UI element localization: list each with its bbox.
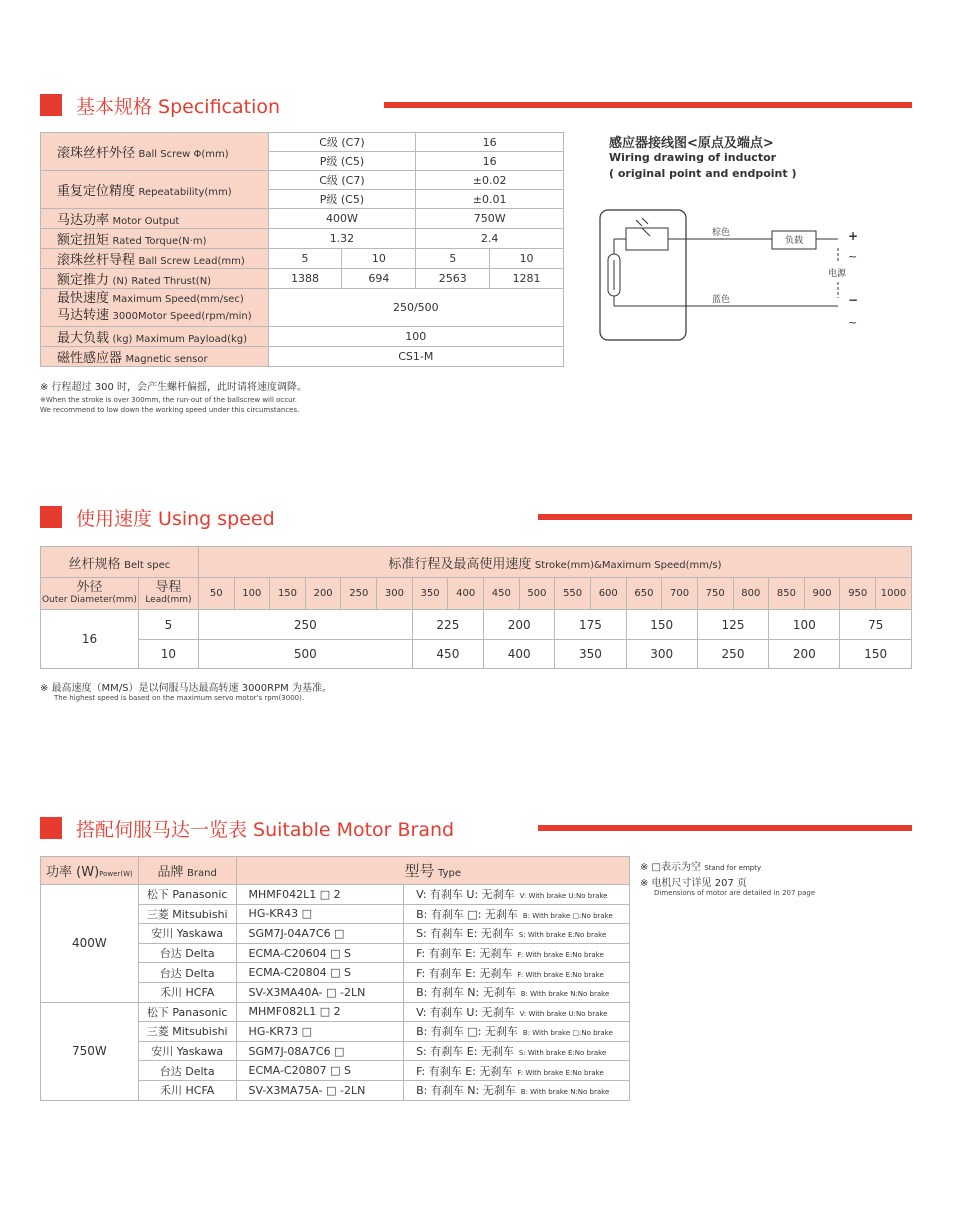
grade-cell: C级 (C7) bbox=[268, 133, 416, 152]
row-label: 最快速度 Maximum Speed(mm/sec) 马达转速 3000Motor Speed(rpm/min) bbox=[41, 289, 269, 327]
table-row bbox=[41, 578, 912, 610]
value-cell: 694 bbox=[342, 269, 416, 289]
belt-spec-header: 丝杆规格 Belt spec bbox=[41, 547, 199, 578]
speed-cell: 150 bbox=[840, 640, 912, 669]
motor-section-title: 搭配伺服马达一览表 Suitable Motor Brand bbox=[76, 818, 455, 841]
spec-note-en-1: ※When the stroke is over 300mm, the run-out of the ballscrew will occur. bbox=[40, 396, 297, 404]
brake-cell bbox=[404, 943, 630, 963]
value-cell: 2563 bbox=[416, 269, 490, 289]
spec-note-en-2: We recommend to low down the working speed under this circumstances. bbox=[40, 406, 300, 414]
lead-cell: 5 bbox=[138, 610, 198, 640]
stroke-cell: 750 bbox=[697, 578, 733, 610]
brake-en: V: With brake U:No brake bbox=[519, 892, 608, 901]
stroke-cell: 200 bbox=[305, 578, 341, 610]
speed-table bbox=[40, 546, 912, 669]
brand-cell: 三菱 Mitsubishi bbox=[138, 1022, 236, 1042]
value-cell: 100 bbox=[268, 327, 563, 347]
table-row bbox=[41, 289, 564, 327]
brake-cell bbox=[404, 924, 630, 944]
spec-note-zh: ※ 行程超过 300 时，会产生螺杆偏摇，此时请将速度调降。 bbox=[40, 382, 308, 393]
speed-cell: 300 bbox=[626, 640, 697, 669]
value-cell: 2.4 bbox=[416, 229, 564, 249]
brand-cell: 禾川 HCFA bbox=[138, 1080, 236, 1100]
brake-en: F: With brake E:No brake bbox=[517, 970, 604, 979]
load-label: 负载 bbox=[784, 236, 804, 246]
value-cell: ±0.01 bbox=[416, 190, 564, 209]
section-divider-line bbox=[538, 825, 912, 831]
speed-cell: 200 bbox=[769, 640, 840, 669]
brand-cell: 台达 Delta bbox=[138, 943, 236, 963]
brand-cell: 三菱 Mitsubishi bbox=[138, 904, 236, 924]
stroke-cell: 600 bbox=[590, 578, 626, 610]
side-note-2-en: Dimensions of motor are detailed in 207 page bbox=[654, 889, 816, 897]
value-cell: 16 bbox=[416, 133, 564, 152]
table-row bbox=[41, 229, 564, 249]
speed-cell: 125 bbox=[697, 610, 768, 640]
table-row bbox=[41, 640, 912, 669]
brake-en: F: With brake E:No brake bbox=[517, 1068, 604, 1077]
speed-cell: 150 bbox=[626, 610, 697, 640]
side-note-2: ※ 电机尺寸详见 207 页 bbox=[640, 878, 748, 889]
side-note-1: ※ □表示为空 Stand for empty bbox=[640, 862, 762, 873]
model-cell: SGM7J-04A7C6 □ bbox=[236, 924, 404, 944]
stroke-cell: 700 bbox=[662, 578, 698, 610]
power-cell: 750W bbox=[41, 1002, 139, 1100]
brake-zh: V: 有刹车 U: 无刹车 bbox=[416, 888, 515, 902]
table-row bbox=[41, 171, 564, 190]
row-label: 重复定位精度 Repeatability(mm) bbox=[41, 171, 269, 209]
value-cell: CS1-M bbox=[268, 347, 563, 367]
speed-cell: 250 bbox=[198, 610, 412, 640]
speed-cell: 225 bbox=[412, 610, 483, 640]
lead-cell: 10 bbox=[138, 640, 198, 669]
brake-cell bbox=[404, 1080, 630, 1100]
brake-cell bbox=[404, 1041, 630, 1061]
stroke-cell: 650 bbox=[626, 578, 662, 610]
brake-zh: F: 有刹车 E: 无刹车 bbox=[416, 1064, 513, 1078]
brand-cell: 安川 Yaskawa bbox=[138, 924, 236, 944]
stroke-cell: 400 bbox=[448, 578, 484, 610]
wiring-title-zh: 感应器接线图<原点及端点> bbox=[609, 136, 774, 151]
brake-cell bbox=[404, 963, 630, 983]
stroke-cell: 300 bbox=[377, 578, 413, 610]
brake-zh: V: 有刹车 U: 无刹车 bbox=[416, 1005, 515, 1019]
speed-section-header bbox=[40, 504, 275, 530]
section-marker-square bbox=[40, 506, 62, 528]
grade-cell: C级 (C7) bbox=[268, 171, 416, 190]
table-row bbox=[41, 857, 630, 885]
brake-cell bbox=[404, 1022, 630, 1042]
brake-zh: F: 有刹车 E: 无刹车 bbox=[416, 947, 513, 961]
stroke-cell: 50 bbox=[198, 578, 234, 610]
value-cell: 1388 bbox=[268, 269, 342, 289]
brand-cell: 松下 Panasonic bbox=[138, 1002, 236, 1022]
stroke-cell: 550 bbox=[555, 578, 591, 610]
speed-cell: 200 bbox=[484, 610, 555, 640]
brake-en: B: With brake □:No brake bbox=[522, 1029, 613, 1038]
value-cell: 5 bbox=[268, 249, 342, 269]
stroke-cell: 950 bbox=[840, 578, 876, 610]
brand-cell: 台达 Delta bbox=[138, 963, 236, 983]
value-cell: 1281 bbox=[490, 269, 564, 289]
value-cell: 250/500 bbox=[268, 289, 563, 327]
plus-sign: + bbox=[848, 229, 859, 243]
stroke-cell: 350 bbox=[412, 578, 448, 610]
model-cell: MHMF082L1 □ 2 bbox=[236, 1002, 404, 1022]
table-row bbox=[41, 610, 912, 640]
wiring-title-en-1: Wiring drawing of inductor bbox=[609, 151, 777, 164]
stroke-cell: 500 bbox=[519, 578, 555, 610]
stroke-cell: 250 bbox=[341, 578, 377, 610]
speed-cell: 250 bbox=[697, 640, 768, 669]
wiring-diagram bbox=[596, 206, 866, 346]
speed-section-title: 使用速度 Using speed bbox=[76, 507, 275, 530]
table-row bbox=[41, 209, 564, 229]
brake-zh: B: 有刹车 □: 无刹车 bbox=[416, 907, 518, 921]
model-cell: HG-KR73 □ bbox=[236, 1022, 404, 1042]
power-label: 电源 bbox=[828, 269, 847, 279]
section-divider-line bbox=[384, 102, 912, 108]
minus-sign: − bbox=[848, 293, 859, 307]
brake-en: V: With brake U:No brake bbox=[519, 1009, 608, 1018]
stroke-cell: 450 bbox=[484, 578, 520, 610]
motor-section-header bbox=[40, 815, 454, 841]
spec-section-header bbox=[40, 92, 280, 118]
brake-zh: B: 有刹车 □: 无刹车 bbox=[416, 1025, 518, 1039]
diameter-cell: 16 bbox=[41, 610, 139, 669]
row-label: 最大负载 (kg) Maximum Payload(kg) bbox=[41, 327, 269, 347]
speed-cell: 350 bbox=[555, 640, 626, 669]
brown-label: 棕色 bbox=[712, 228, 731, 238]
brake-en: S: With brake E:No brake bbox=[518, 1049, 607, 1058]
brand-cell: 禾川 HCFA bbox=[138, 982, 236, 1002]
brake-zh: S: 有刹车 E: 无刹车 bbox=[416, 927, 514, 941]
speed-cell: 175 bbox=[555, 610, 626, 640]
model-cell: ECMA-C20604 □ S bbox=[236, 943, 404, 963]
stroke-cell: 850 bbox=[769, 578, 805, 610]
table-row bbox=[41, 547, 912, 578]
sensor-switch bbox=[626, 228, 668, 250]
brake-zh: S: 有刹车 E: 无刹车 bbox=[416, 1045, 514, 1059]
brake-en: S: With brake E:No brake bbox=[518, 931, 607, 940]
brake-en: B: With brake □:No brake bbox=[522, 911, 613, 920]
brake-cell bbox=[404, 1002, 630, 1022]
spec-table bbox=[40, 132, 564, 367]
speed-cell: 450 bbox=[412, 640, 483, 669]
brand-cell: 台达 Delta bbox=[138, 1061, 236, 1081]
brand-header: 品牌 Brand bbox=[138, 857, 236, 885]
value-cell: 10 bbox=[490, 249, 564, 269]
speed-cell: 100 bbox=[769, 610, 840, 640]
row-label: 滚珠丝杆外径 Ball Screw Φ(mm) bbox=[41, 133, 269, 171]
speed-cell: 75 bbox=[840, 610, 912, 640]
value-cell: 16 bbox=[416, 152, 564, 171]
tilde-bottom: ~ bbox=[848, 316, 858, 329]
model-cell: SGM7J-08A7C6 □ bbox=[236, 1041, 404, 1061]
value-cell: ±0.02 bbox=[416, 171, 564, 190]
section-marker-square bbox=[40, 817, 62, 839]
row-label: 磁性感应器 Magnetic sensor bbox=[41, 347, 269, 367]
model-cell: ECMA-C20804 □ S bbox=[236, 963, 404, 983]
speed-note-en: The highest speed is based on the maximum servo motor's rpm(3000). bbox=[54, 694, 305, 702]
spec-section-title: 基本规格 Specification bbox=[76, 95, 281, 118]
table-row bbox=[41, 347, 564, 367]
brand-cell: 安川 Yaskawa bbox=[138, 1041, 236, 1061]
table-row bbox=[41, 269, 564, 289]
section-divider-line bbox=[538, 514, 912, 520]
section-marker-square bbox=[40, 94, 62, 116]
brake-cell bbox=[404, 1061, 630, 1081]
model-cell: SV-X3MA75A- □ -2LN bbox=[236, 1080, 404, 1100]
stroke-header: 标准行程及最高使用速度 Stroke(mm)&Maximum Speed(mm/s) bbox=[198, 547, 911, 578]
speed-cell: 400 bbox=[484, 640, 555, 669]
row-label: 额定推力 (N) Rated Thrust(N) bbox=[41, 269, 269, 289]
model-cell: ECMA-C20807 □ S bbox=[236, 1061, 404, 1081]
type-header: 型号 Type bbox=[236, 857, 629, 885]
brake-zh: B: 有刹车 N: 无刹车 bbox=[416, 1084, 516, 1098]
value-cell: 750W bbox=[416, 209, 564, 229]
model-cell: HG-KR43 □ bbox=[236, 904, 404, 924]
wiring-title-en-2: ( original point and endpoint ) bbox=[609, 167, 797, 180]
value-cell: 1.32 bbox=[268, 229, 416, 249]
brand-cell: 松下 Panasonic bbox=[138, 885, 236, 905]
table-row bbox=[41, 1002, 630, 1022]
switch-contact bbox=[642, 228, 650, 236]
brake-zh: F: 有刹车 E: 无刹车 bbox=[416, 966, 513, 980]
row-label: 滚珠丝杆导程 Ball Screw Lead(mm) bbox=[41, 249, 269, 269]
speed-cell: 500 bbox=[198, 640, 412, 669]
grade-cell: P级 (C5) bbox=[268, 152, 416, 171]
power-header: 功率 (W)Power(W) bbox=[41, 857, 139, 885]
table-row bbox=[41, 249, 564, 269]
row-label: 马达功率 Motor Output bbox=[41, 209, 269, 229]
tilde-top: ~ bbox=[848, 250, 858, 263]
value-cell: 10 bbox=[342, 249, 416, 269]
brake-en: B: With brake N:No brake bbox=[520, 1088, 610, 1097]
stroke-cell: 150 bbox=[270, 578, 306, 610]
brake-cell bbox=[404, 904, 630, 924]
table-row bbox=[41, 133, 564, 152]
od-header: 外径 Outer Diameter(mm) bbox=[41, 578, 139, 610]
table-row bbox=[41, 885, 630, 905]
power-cell: 400W bbox=[41, 885, 139, 1003]
motor-table bbox=[40, 856, 630, 1101]
stroke-cell: 1000 bbox=[876, 578, 912, 610]
blue-label: 蓝色 bbox=[712, 295, 731, 305]
lead-header: 导程 Lead(mm) bbox=[138, 578, 198, 610]
stroke-cell: 800 bbox=[733, 578, 769, 610]
stroke-cell: 100 bbox=[234, 578, 270, 610]
brake-en: F: With brake E:No brake bbox=[517, 951, 604, 960]
brake-en: B: With brake N:No brake bbox=[520, 990, 610, 999]
value-cell: 5 bbox=[416, 249, 490, 269]
stroke-cell: 900 bbox=[804, 578, 840, 610]
brake-cell bbox=[404, 982, 630, 1002]
row-label: 额定扭矩 Rated Torque(N·m) bbox=[41, 229, 269, 249]
model-cell: SV-X3MA40A- □ -2LN bbox=[236, 982, 404, 1002]
brake-cell bbox=[404, 885, 630, 905]
led-arrow-icon bbox=[636, 218, 648, 226]
grade-cell: P级 (C5) bbox=[268, 190, 416, 209]
brake-zh: B: 有刹车 N: 无刹车 bbox=[416, 986, 516, 1000]
value-cell: 400W bbox=[268, 209, 416, 229]
speed-note-zh: ※ 最高速度（MM/S）是以伺服马达最高转速 3000RPM 为基准。 bbox=[40, 683, 332, 694]
table-row bbox=[41, 327, 564, 347]
model-cell: MHMF042L1 □ 2 bbox=[236, 885, 404, 905]
